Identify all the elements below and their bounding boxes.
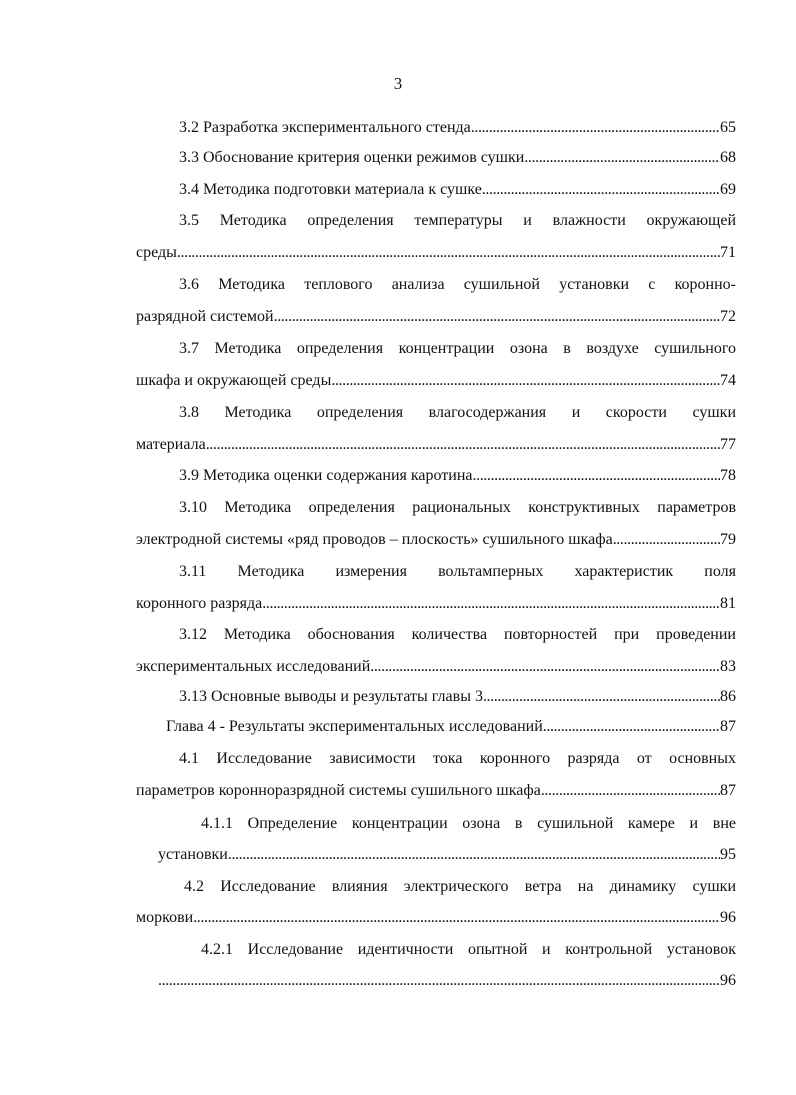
- toc-entry-3-3[interactable]: [179, 146, 736, 170]
- toc-entry-title: разрядной системой: [136, 308, 274, 325]
- toc-entry-title-line2: [136, 433, 736, 457]
- toc-entry-page: 81: [720, 595, 736, 612]
- dot-leader: [228, 843, 720, 867]
- dot-leader: [158, 969, 720, 993]
- toc-entry-title-line1: 4.1 Исследование зависимости тока коронного разряда от основных: [179, 750, 736, 767]
- toc-entry-title: электродной системы «ряд проводов – плоскость» сушильного шкафа: [136, 531, 613, 548]
- dot-leader: [473, 464, 721, 488]
- toc-entry-3-13[interactable]: [179, 685, 736, 709]
- toc-entry-title: Глава 4 - Результаты экспериментальных исследований: [166, 718, 543, 735]
- dot-leader: [482, 178, 720, 202]
- toc-entry-title-line2: [136, 779, 736, 803]
- toc-entry-title-line1: 4.2.1 Исследование идентичности опытной и контрольной установок: [201, 941, 736, 958]
- toc-entry-chapter-4[interactable]: [166, 715, 736, 739]
- dot-leader: [177, 241, 720, 265]
- toc-entry-title: материала: [136, 436, 206, 453]
- toc-entry-title: 3.13 Основные выводы и результаты главы 3: [179, 688, 483, 705]
- toc-entry-title-line2: [136, 655, 736, 679]
- toc-entry-title-line1: 3.7 Методика определения концентрации озона в воздухе сушильного: [179, 340, 736, 357]
- toc-entry-page: 87: [720, 718, 736, 735]
- toc-entry-title: 3.2 Разработка экспериментального стенда: [179, 119, 471, 136]
- toc-entry-3-4[interactable]: [179, 178, 736, 202]
- toc-entry-title: 3.4 Методика подготовки материала к сушке: [179, 181, 482, 198]
- toc-entry-title-line2: [136, 528, 736, 552]
- dot-leader: [613, 528, 720, 552]
- toc-entry-3-9[interactable]: [179, 464, 736, 488]
- toc-entry-page: 78: [720, 467, 736, 484]
- dot-leader: [543, 715, 720, 739]
- dot-leader: [524, 146, 720, 170]
- toc-entry-title-line1: 3.12 Методика обоснования количества повторностей при проведении: [179, 626, 736, 643]
- dot-leader: [206, 433, 720, 457]
- toc-entry-page: 72: [720, 308, 736, 325]
- toc-entry-page: 95: [720, 846, 736, 863]
- toc-entry-title: шкафа и окружающей среды: [136, 372, 332, 389]
- dot-leader: [193, 906, 720, 930]
- toc-entry-title: установки: [158, 846, 228, 863]
- toc-entry-page: 65: [720, 119, 736, 136]
- toc-entry-title: моркови: [136, 909, 194, 926]
- toc-entry-page: 68: [720, 149, 736, 166]
- toc-entry-page: 79: [720, 531, 736, 548]
- dot-leader: [541, 779, 720, 803]
- dot-leader: [370, 655, 720, 679]
- toc-entry-title-line2: [158, 969, 736, 993]
- toc-entry-3-2[interactable]: [179, 116, 736, 140]
- toc-entry-title-line2: [136, 906, 736, 930]
- dot-leader: [274, 305, 720, 329]
- toc-entry-title: параметров коронноразрядной системы сушильного шкафа: [136, 782, 541, 799]
- page-number: 3: [393, 74, 403, 93]
- toc-entry-title: 3.9 Методика оценки содержания каротина: [179, 467, 473, 484]
- toc-entry-page: 83: [720, 658, 736, 675]
- toc-entry-title-line2: [158, 843, 736, 867]
- toc-entry-title: 3.3 Обоснование критерия оценки режимов сушки: [179, 149, 525, 166]
- toc-entry-title-line1: 3.5 Методика определения температуры и влажности окружающей: [179, 212, 736, 229]
- toc-entry-title-line2: [136, 592, 736, 616]
- toc-entry-page: 86: [720, 688, 736, 705]
- toc-entry-page: 71: [720, 244, 736, 261]
- toc-entry-title-line1: 3.10 Методика определения рациональных конструктивных параметров: [179, 499, 736, 516]
- toc-entry-page: 77: [720, 436, 736, 453]
- toc-entry-page: 87: [720, 782, 736, 799]
- toc-entry-title-line1: 3.8 Методика определения влагосодержания и скорости сушки: [179, 404, 736, 421]
- toc-entry-title: среды: [136, 244, 177, 261]
- toc-entry-page: 96: [720, 909, 736, 926]
- toc-entry-title-line1: 3.11 Методика измерения вольтамперных характеристик поля: [179, 563, 736, 580]
- toc-entry-title-line1: 3.6 Методика теплового анализа сушильной установки с коронно-: [179, 276, 736, 293]
- dot-leader: [483, 685, 720, 709]
- toc-entry-title: экспериментальных исследований: [136, 658, 371, 675]
- toc-entry-page: 74: [720, 372, 736, 389]
- dot-leader: [262, 592, 720, 616]
- toc-entry-title-line1: 4.2 Исследование влияния электрического ветра на динамику сушки: [184, 878, 736, 895]
- dot-leader: [471, 116, 720, 140]
- toc-entry-title-line2: [136, 305, 736, 329]
- toc-entry-title-line2: [136, 241, 736, 265]
- toc-entry-title-line1: 4.1.1 Определение концентрации озона в сушильной камере и вне: [201, 815, 736, 832]
- toc-entry-title: коронного разряда: [136, 595, 263, 612]
- toc-entry-title-line2: [136, 369, 736, 393]
- toc-entry-page: 69: [720, 181, 736, 198]
- dot-leader: [331, 369, 720, 393]
- toc-entry-page: 96: [720, 972, 736, 989]
